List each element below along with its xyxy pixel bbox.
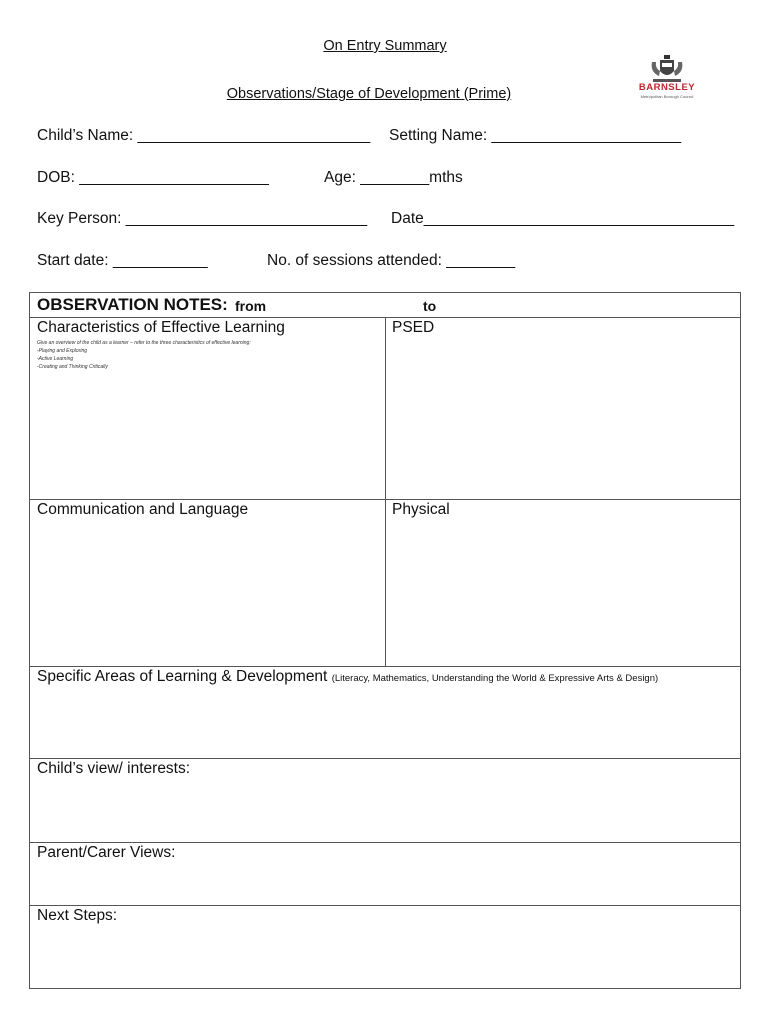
row-divider [30,905,740,906]
specific-areas-label [37,668,658,686]
physical-label: Physical [392,501,450,518]
next-steps-label: Next Steps: [37,907,118,924]
communication-notes-area[interactable] [32,521,382,663]
date-field[interactable]: Date____________________________________ [391,210,735,227]
dob-field[interactable]: DOB: ______________________ [37,169,269,186]
specific-areas-notes-area[interactable] [32,689,738,755]
age-field[interactable]: Age: ________mths [324,169,463,186]
logo-name: BARNSLEY [638,82,696,93]
row-divider [30,758,740,759]
specific-areas-title: Specific Areas of Learning & Development [37,668,328,685]
row-divider [30,842,740,843]
psed-notes-area[interactable] [388,339,738,495]
sessions-attended-field[interactable]: No. of sessions attended: ________ [267,252,516,269]
communication-language-label: Communication and Language [37,501,249,518]
row-divider [30,666,740,667]
cel-label: Characteristics of Effective Learning [37,319,285,336]
cel-hint-item: -Playing and Exploring [37,348,88,354]
childs-name-field[interactable]: Child’s Name: ___________________________ [37,127,371,144]
parent-carer-views-label: Parent/Carer Views: [37,844,176,861]
start-date-field[interactable]: Start date: ___________ [37,252,208,269]
childs-view-notes-area[interactable] [32,781,738,839]
barnsley-logo [630,54,704,102]
column-divider [385,317,386,666]
childs-view-label: Child’s view/ interests: [37,760,191,777]
cel-hint-overview: Give an overview of the child as a learner – refer to the three characteristics of effective learning: [37,340,251,346]
cel-hint-item: -Creating and Thinking Critically [37,364,108,370]
key-person-field[interactable]: Key Person: ____________________________ [37,210,368,227]
observation-from-label: from [235,298,267,314]
parent-carer-notes-area[interactable] [32,865,738,902]
page-title: On Entry Summary [323,38,447,54]
logo-tagline: Metropolitan Borough Council [640,94,694,99]
next-steps-notes-area[interactable] [32,929,738,985]
observation-table [29,292,741,989]
observation-to-label: to [423,298,437,314]
setting-name-field[interactable]: Setting Name: ______________________ [389,127,682,144]
cel-hint-item: -Active Learning [37,356,74,362]
page-subtitle: Observations/Stage of Development (Prime) [226,86,512,102]
cel-notes-area[interactable] [32,373,382,495]
specific-areas-note: (Literacy, Mathematics, Understanding the World & Expressive Arts & Design) [331,673,659,684]
coat-of-arms-icon [650,54,684,84]
observation-notes-title: OBSERVATION NOTES: [37,295,228,314]
physical-notes-area[interactable] [388,521,738,663]
psed-label: PSED [392,319,435,336]
